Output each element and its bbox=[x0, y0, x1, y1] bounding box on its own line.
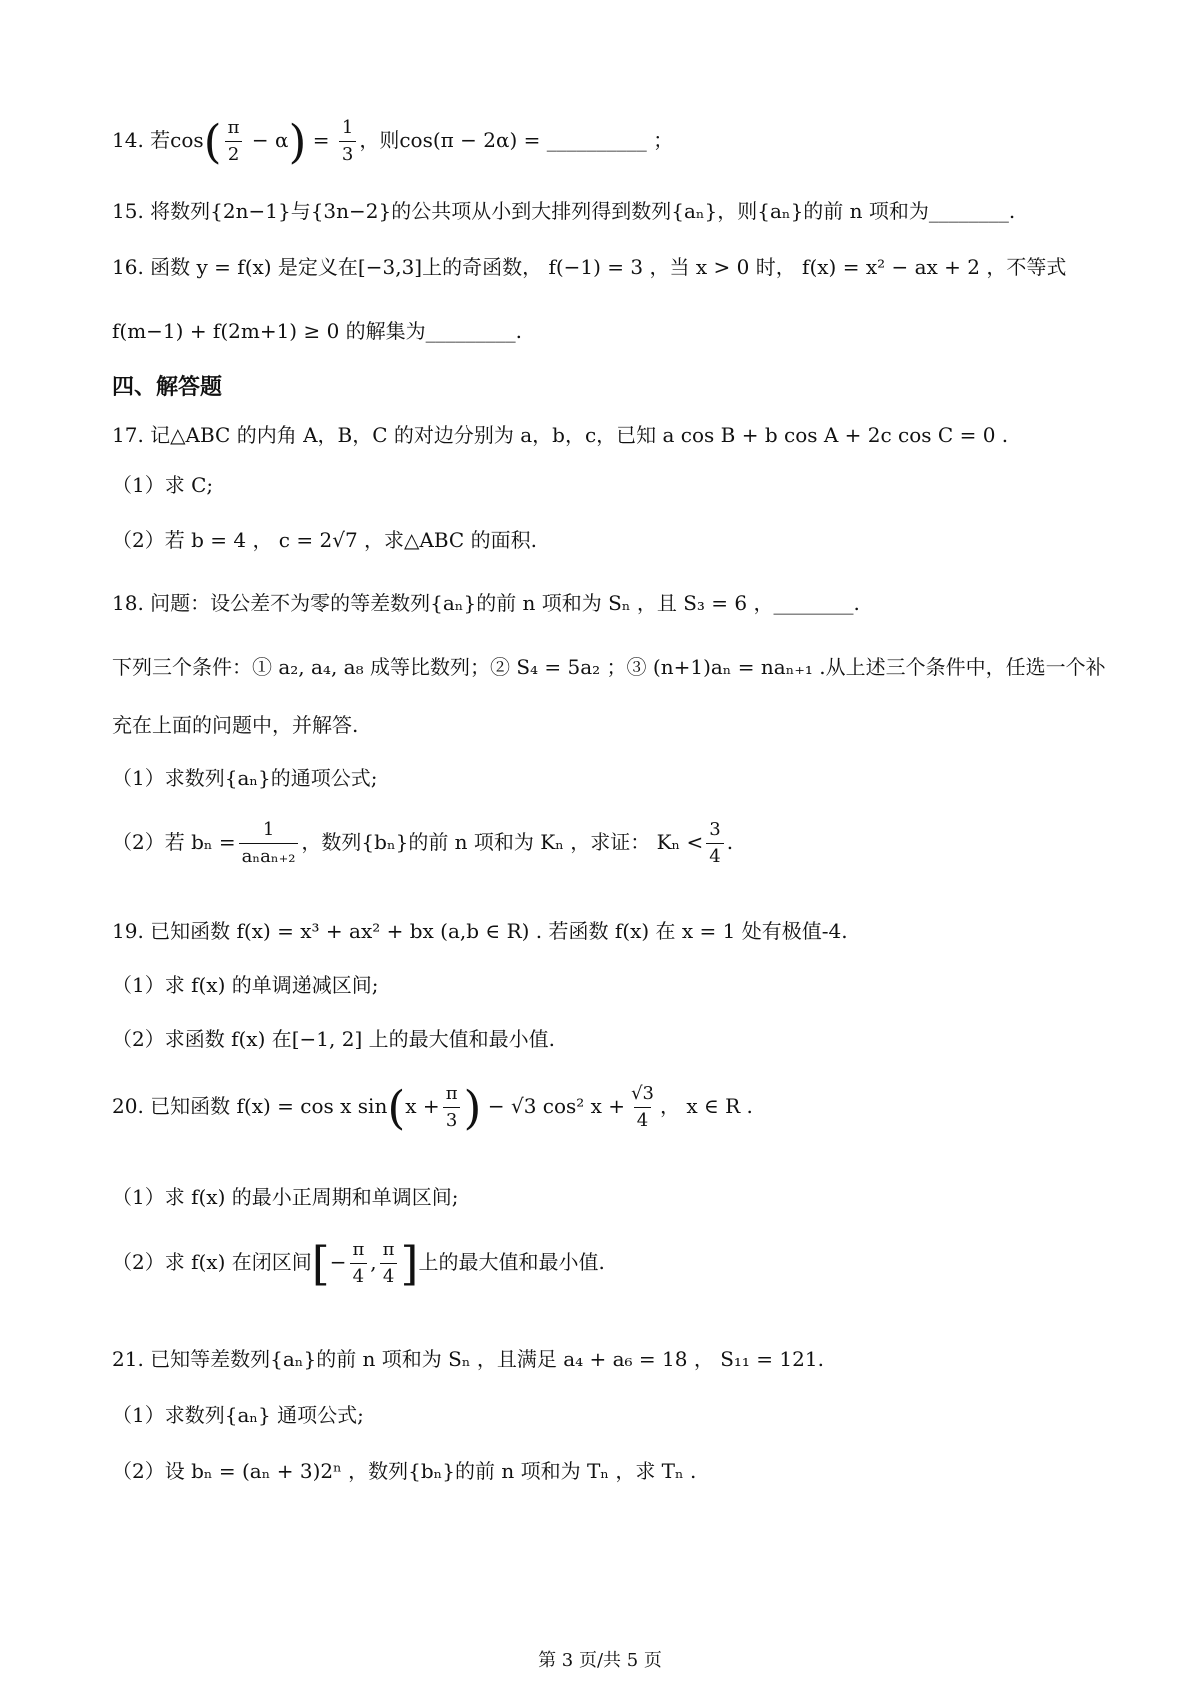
question-21-part2: （2）设 bₙ = (aₙ + 3)2ⁿ ，数列{bₙ}的前 n 项和为 Tₙ ，求 Tₙ . bbox=[112, 1459, 697, 1483]
question-18-stem: 18. 问题：设公差不为零的等差数列{aₙ}的前 n 项和为 Sₙ ，且 S₃ = 6 ，________. bbox=[112, 591, 860, 615]
q14-rhs-num: 1 bbox=[341, 117, 354, 138]
q14-eq: = bbox=[306, 127, 336, 152]
q20-mid: − √3 cos² x + bbox=[481, 1093, 626, 1118]
q18-bn-num: 1 bbox=[262, 819, 275, 840]
question-18-part1: （1）求数列{aₙ}的通项公式; bbox=[112, 766, 378, 790]
q18-bn-fraction bbox=[239, 820, 299, 867]
q20-p2-prefix: （2）求 f(x) 在闭区间 bbox=[112, 1249, 312, 1274]
q20-int-a-den: 4 bbox=[350, 1263, 367, 1287]
q20-p2-end: 上的最大值和最小值. bbox=[418, 1249, 605, 1274]
right-paren: ) bbox=[463, 1080, 482, 1135]
left-paren: ( bbox=[203, 114, 222, 169]
section-heading: 四、解答题 bbox=[112, 375, 223, 400]
q14-rhs-fraction bbox=[339, 118, 356, 165]
question-18-conditions: 下列三个条件：① a₂, a₄, a₈ 成等比数列；② S₄ = 5a₂ ；③ (n+1)aₙ = naₙ₊₁ .从上述三个条件中，任选一个补 bbox=[112, 655, 1106, 679]
question-18-conditions-cont: 充在上面的问题中，并解答. bbox=[112, 713, 359, 737]
q20-int-b bbox=[380, 1240, 398, 1287]
q20-int-b-num: π bbox=[382, 1239, 395, 1260]
q14-prefix: 14. 若cos bbox=[112, 127, 204, 152]
q14-after-frac: − α bbox=[245, 127, 289, 152]
question-21-stem: 21. 已知等差数列{aₙ}的前 n 项和为 Sₙ ，且满足 a₄ + a₆ = 18 ， S₁₁ = 121. bbox=[112, 1347, 824, 1371]
q14-frac-den: 2 bbox=[225, 141, 242, 165]
q20-r-fraction bbox=[628, 1084, 657, 1131]
question-17-part2: （2）若 b = 4 ， c = 2√7 ，求△ABC 的面积. bbox=[112, 528, 537, 552]
question-19-stem: 19. 已知函数 f(x) = x³ + ax² + bx (a,b ∈ R) . 若函数 f(x) 在 x = 1 处有极值-4. bbox=[112, 919, 848, 943]
left-bracket: [ bbox=[311, 1236, 330, 1291]
q14-rest: ，则cos(π − 2α) = __________ ； bbox=[359, 127, 674, 152]
question-18-part2 bbox=[112, 820, 1120, 867]
question-17-stem: 17. 记△ABC 的内角 A，B，C 的对边分别为 a，b，c，已知 a cos B + b cos A + 2c cos C = 0 . bbox=[112, 423, 1009, 447]
q20-pi-fraction bbox=[443, 1084, 461, 1131]
q20-inner: x + bbox=[405, 1093, 440, 1118]
q20-prefix: 20. 已知函数 f(x) = cos x sin bbox=[112, 1093, 388, 1118]
q18-p2-mid: ，数列{bₙ}的前 n 项和为 Kₙ ，求证： Kₙ < bbox=[301, 829, 704, 854]
question-20-stem bbox=[112, 1080, 1120, 1135]
q18-bn-den: aₙaₙ₊₂ bbox=[239, 843, 299, 867]
q18-kn-num: 3 bbox=[709, 819, 721, 840]
q20-int-a-num: π bbox=[352, 1239, 365, 1260]
right-bracket: ] bbox=[400, 1236, 419, 1291]
left-paren: ( bbox=[387, 1080, 406, 1135]
question-21-part1: （1）求数列{aₙ} 通项公式; bbox=[112, 1403, 364, 1427]
question-19-part1: （1）求 f(x) 的单调递减区间; bbox=[112, 973, 379, 997]
page-footer: 第 3 页/共 5 页 bbox=[538, 1650, 662, 1671]
q14-frac-num: π bbox=[227, 117, 240, 138]
q18-p2-prefix: （2）若 bₙ = bbox=[112, 829, 236, 854]
q14-rhs-den: 3 bbox=[339, 141, 356, 165]
q20-end: ， x ∈ R . bbox=[659, 1093, 753, 1118]
question-15: 15. 将数列{2n−1}与{3n−2}的公共项从小到大排列得到数列{aₙ}，则{aₙ}的前 n 项和为________. bbox=[112, 199, 1016, 223]
q18-p2-end: . bbox=[726, 829, 734, 854]
question-17-part1: （1）求 C; bbox=[112, 473, 214, 497]
right-paren: ) bbox=[288, 114, 307, 169]
q20-r-den: 4 bbox=[634, 1107, 651, 1131]
q20-pi-num: π bbox=[445, 1083, 458, 1104]
question-16-line2: f(m−1) + f(2m+1) ≥ 0 的解集为_________. bbox=[112, 319, 523, 343]
q20-r-num: √3 bbox=[631, 1083, 654, 1104]
question-19-part2: （2）求函数 f(x) 在[−1, 2] 上的最大值和最小值. bbox=[112, 1027, 555, 1051]
q20-int-b-den: 4 bbox=[380, 1263, 397, 1287]
q18-kn-fraction bbox=[706, 820, 723, 867]
question-20-part1: （1）求 f(x) 的最小正周期和单调区间; bbox=[112, 1185, 459, 1209]
question-16-line1: 16. 函数 y = f(x) 是定义在[−3,3]上的奇函数， f(−1) = 3 ，当 x > 0 时， f(x) = x² − ax + 2 ，不等式 bbox=[112, 255, 1067, 279]
q20-int-a bbox=[349, 1240, 367, 1287]
q20-pi-den: 3 bbox=[443, 1107, 460, 1131]
question-20-part2: （2）求 f(x) 在闭区间[− $\frac{\pi}{4}$ , $\frac{\pi}{4}$ ]上的最大值和最小值. bbox=[112, 1236, 605, 1291]
q14-fraction bbox=[225, 118, 243, 165]
q18-kn-den: 4 bbox=[706, 843, 723, 867]
question-14 bbox=[112, 114, 1120, 169]
